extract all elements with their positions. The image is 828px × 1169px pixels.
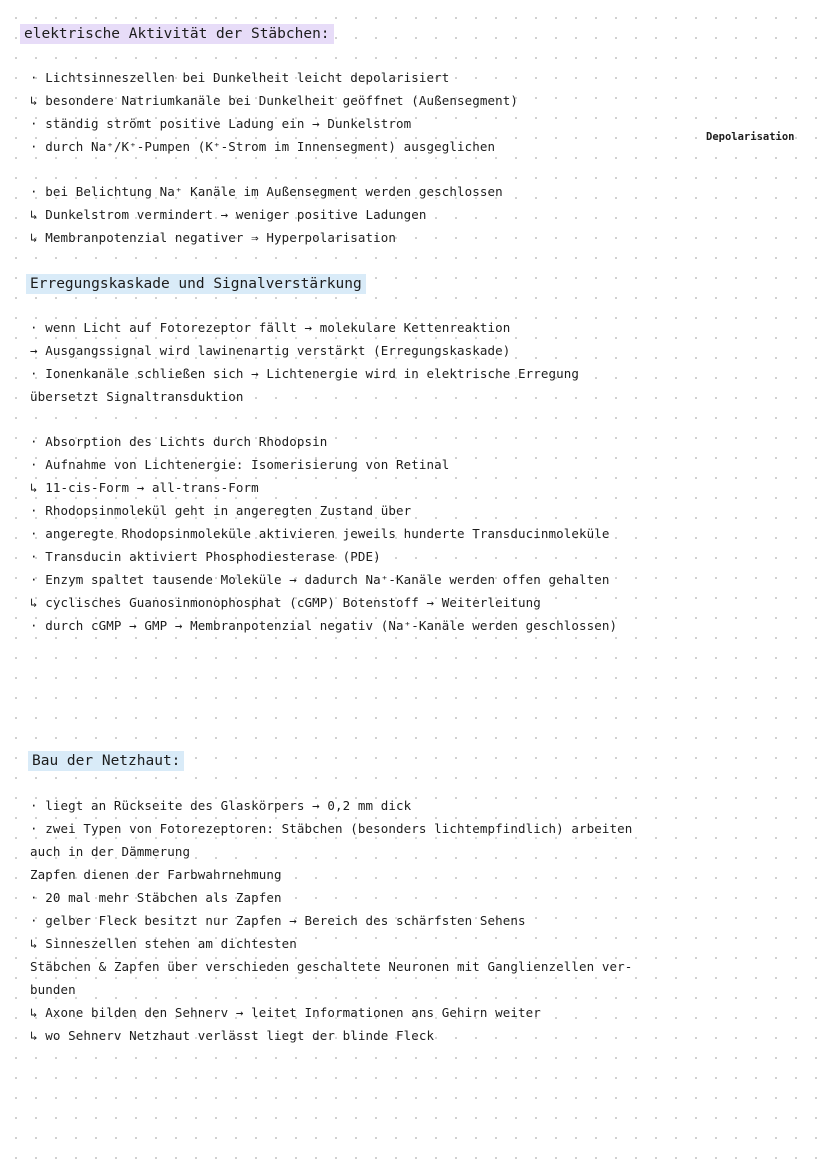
- section-heading-electric-activity: elektrische Aktivität der Stäbchen:: [20, 24, 334, 44]
- note-line: · angeregte Rhodopsinmoleküle aktivieren jeweils hunderte Transducinmoleküle: [30, 526, 610, 541]
- note-line: ↳ Sinneszellen stehen am dichtesten: [30, 936, 297, 951]
- note-line: · ständig strömt positive Ladung ein → Dunkelstrom: [30, 116, 412, 131]
- note-line: ↳ wo Sehnerv Netzhaut verlässt liegt der blinde Fleck: [30, 1028, 435, 1043]
- note-line: · Lichtsinneszellen bei Dunkelheit leicht depolarisiert: [30, 70, 450, 85]
- note-line: · Ionenkanäle schließen sich → Lichtenergie wird in elektrische Erregung: [30, 366, 580, 381]
- note-line: ↳ cyclisches Guanosinmonophosphat (cGMP) Botenstoff → Weiterleitung: [30, 595, 541, 610]
- note-line: · gelber Fleck besitzt nur Zapfen → Bereich des schärfsten Sehens: [30, 913, 526, 928]
- note-line: · durch cGMP → GMP → Membranpotenzial negativ (Na⁺-Kanäle werden geschlossen): [30, 618, 618, 633]
- note-line: ↳ Dunkelstrom vermindert → weniger positive Ladungen: [30, 207, 427, 222]
- note-line: ↳ Membranpotenzial negativer ⇒ Hyperpolarisation: [30, 230, 397, 245]
- note-line: · Rhodopsinmolekül geht in angeregten Zustand über: [30, 503, 412, 518]
- section-heading-bau-der-netzhaut: Bau der Netzhaut:: [28, 751, 184, 771]
- note-line: ↳ Axone bilden den Sehnerv → leitet Informationen ans Gehirn weiter: [30, 1005, 541, 1020]
- note-line: · liegt an Rückseite des Glaskörpers → 0,2 mm dick: [30, 798, 412, 813]
- note-line: auch in der Dämmerung: [30, 844, 191, 859]
- note-line: · zwei Typen von Fotorezeptoren: Stäbchen (besonders lichtempfindlich) arbeiten: [30, 821, 633, 836]
- note-line: · Aufnahme von Lichtenergie: Isomerisierung von Retinal: [30, 457, 450, 472]
- note-line: → Ausgangssignal wird lawinenartig verstärkt (Erregungskaskade): [30, 343, 511, 358]
- note-line: · Transducin aktiviert Phosphodiesterase (PDE): [30, 549, 381, 564]
- note-line: Zapfen dienen der Farbwahrnehmung: [30, 867, 282, 882]
- note-line: · Absorption des Lichts durch Rhodopsin: [30, 434, 328, 449]
- note-line: · durch Na⁺/K⁺-Pumpen (K⁺-Strom im Innensegment) ausgeglichen: [30, 139, 496, 154]
- side-note-depolarisation: Depolarisation: [706, 131, 795, 143]
- section-heading-erregungskaskade: Erregungskaskade und Signalverstärkung: [26, 274, 366, 294]
- note-line: Stäbchen & Zapfen über verschieden geschaltete Neuronen mit Ganglienzellen ver-: [30, 959, 633, 974]
- note-line: · Enzym spaltet tausende Moleküle → dadurch Na⁺-Kanäle werden offen gehalten: [30, 572, 610, 587]
- note-line: · wenn Licht auf Fotorezeptor fällt → molekulare Kettenreaktion: [30, 320, 511, 335]
- note-line: übersetzt Signaltransduktion: [30, 389, 244, 404]
- note-line: ↳ 11-cis-Form → all-trans-Form: [30, 480, 259, 495]
- note-line: ↳ besondere Natriumkanäle bei Dunkelheit geöffnet (Außensegment): [30, 93, 519, 108]
- note-line: bunden: [30, 982, 76, 997]
- note-line: · 20 mal mehr Stäbchen als Zapfen: [30, 890, 282, 905]
- note-line: · bei Belichtung Na⁺ Kanäle im Außensegment werden geschlossen: [30, 184, 503, 199]
